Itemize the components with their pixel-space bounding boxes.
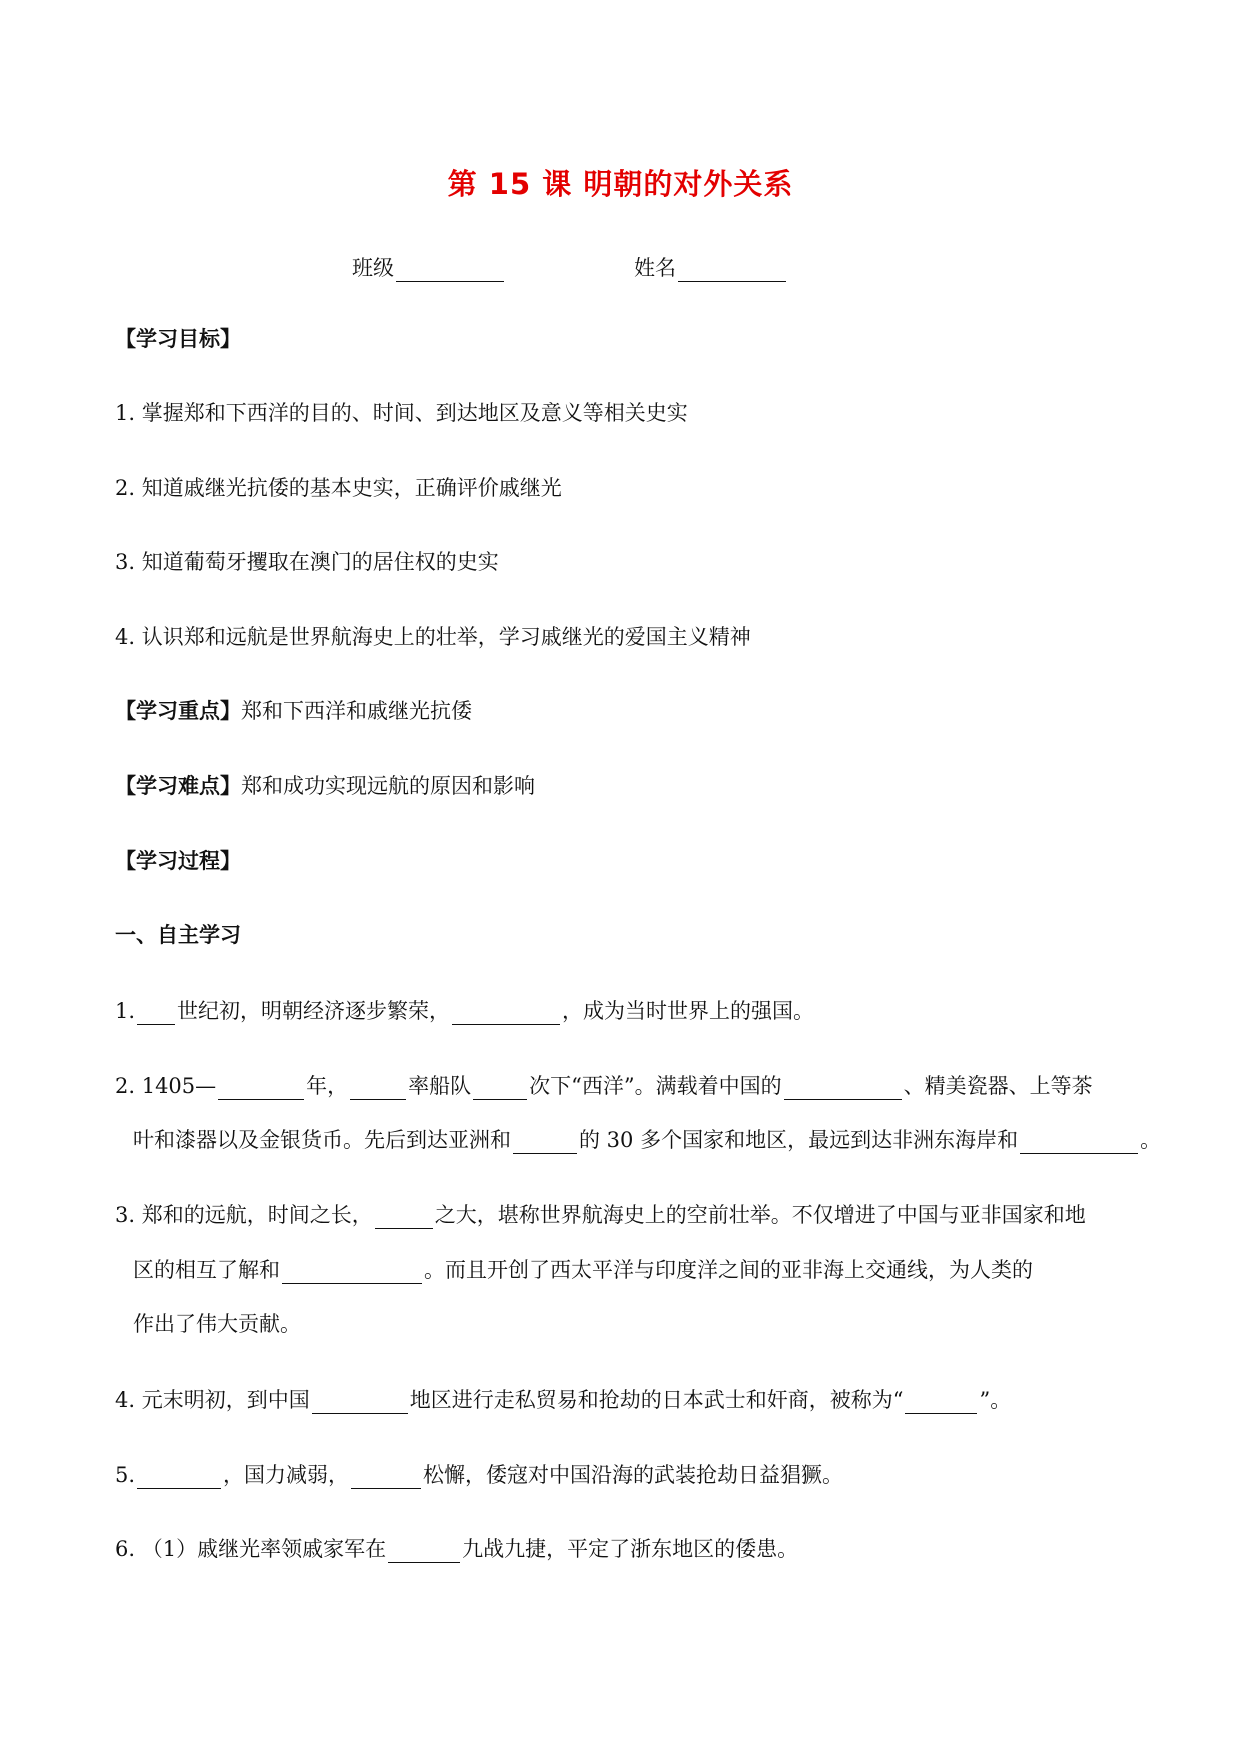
question-3-line-3: 作出了伟大贡献。 — [133, 1312, 301, 1336]
q5-blank-2[interactable] — [351, 1466, 421, 1489]
question-2-line-2 — [133, 1124, 1161, 1154]
q3-blank-2[interactable] — [282, 1261, 422, 1284]
q2-blank-1[interactable] — [218, 1077, 304, 1100]
q3-text-1: 3. 郑和的远航，时间之长， — [115, 1203, 373, 1227]
q3-text-3: 区的相互了解和 — [133, 1258, 280, 1282]
q2-blank-4[interactable] — [784, 1077, 902, 1100]
question-1 — [115, 995, 814, 1025]
q2-text-6: 叶和漆器以及金银货币。先后到达亚洲和 — [133, 1128, 511, 1152]
q2-text-1: 2. 1405— — [115, 1074, 217, 1098]
q2-blank-3[interactable] — [473, 1077, 527, 1100]
difficulty-heading: 【学习难点】 — [115, 774, 241, 798]
q2-text-2: 年， — [306, 1074, 349, 1098]
q2-text-7: 的 30 多个国家和地区，最远到达非洲东海岸和 — [579, 1128, 1019, 1152]
q4-blank-1[interactable] — [312, 1391, 408, 1414]
difficulty-line — [115, 770, 535, 800]
q1-text-1: 世纪初，明朝经济逐步繁荣， — [177, 999, 451, 1023]
q2-text-5: 、精美瓷器、上等茶 — [903, 1074, 1093, 1098]
q1-number: 1. — [115, 999, 136, 1023]
self-study-heading: 一、自主学习 — [115, 923, 241, 947]
objective-item-4: 4. 认识郑和远航是世界航海史上的壮举，学习戚继光的爱国主义精神 — [115, 625, 751, 649]
q4-text-1: 4. 元末明初，到中国 — [115, 1388, 310, 1412]
q5-text-1: ，国力减弱， — [223, 1463, 350, 1487]
key-points-heading: 【学习重点】 — [115, 699, 241, 723]
q5-blank-1[interactable] — [137, 1466, 221, 1489]
page-title: 第 15 课 明朝的对外关系 — [447, 167, 794, 201]
q3-blank-1[interactable] — [375, 1206, 433, 1229]
objective-item-2: 2. 知道戚继光抗倭的基本史实，正确评价戚继光 — [115, 476, 562, 500]
q2-text-8: 。 — [1140, 1128, 1162, 1152]
question-2-line-1 — [115, 1070, 1093, 1100]
name-label: 姓名 — [634, 256, 676, 280]
class-label: 班级 — [352, 256, 394, 280]
q2-text-4: 次下“西洋”。满载着中国的 — [529, 1074, 782, 1098]
q6-blank-1[interactable] — [388, 1540, 460, 1563]
objectives-heading: 【学习目标】 — [115, 327, 241, 351]
q5-text-2: 松懈，倭寇对中国沿海的武装抢劫日益猖獗。 — [423, 1463, 844, 1487]
key-points-text: 郑和下西洋和戚继光抗倭 — [241, 699, 472, 723]
question-5 — [115, 1459, 843, 1489]
question-3-line-1 — [115, 1199, 1086, 1229]
name-field[interactable] — [634, 252, 786, 282]
difficulty-text: 郑和成功实现远航的原因和影响 — [241, 774, 535, 798]
q4-text-3: ”。 — [979, 1388, 1012, 1412]
q3-text-2: 之大，堪称世界航海史上的空前壮举。不仅增进了中国与亚非国家和地 — [434, 1203, 1086, 1227]
q3-text-4: 。而且开创了西太平洋与印度洋之间的亚非海上交通线，为人类的 — [424, 1258, 1033, 1282]
class-field[interactable] — [352, 252, 504, 282]
q1-text-2: ，成为当时世界上的强国。 — [562, 999, 815, 1023]
class-blank[interactable] — [396, 259, 504, 282]
q4-blank-2[interactable] — [905, 1391, 977, 1414]
q4-text-2: 地区进行走私贸易和抢劫的日本武士和奸商，被称为“ — [409, 1388, 904, 1412]
q2-blank-6[interactable] — [1020, 1131, 1138, 1154]
q2-text-3: 率船队 — [408, 1074, 472, 1098]
q1-blank-2[interactable] — [452, 1002, 560, 1025]
name-blank[interactable] — [678, 259, 786, 282]
question-4 — [115, 1384, 1011, 1414]
q1-blank-1[interactable] — [137, 1002, 175, 1025]
q6-text-2: 九战九捷，平定了浙东地区的倭患。 — [462, 1537, 799, 1561]
process-heading: 【学习过程】 — [115, 849, 241, 873]
key-points-line — [115, 695, 472, 725]
question-6 — [115, 1533, 798, 1563]
objective-item-1: 1. 掌握郑和下西洋的目的、时间、到达地区及意义等相关史实 — [115, 401, 688, 425]
question-3-line-2 — [133, 1254, 1033, 1284]
objective-item-3: 3. 知道葡萄牙攫取在澳门的居住权的史实 — [115, 550, 499, 574]
q6-text-1: 6. （1）戚继光率领戚家军在 — [115, 1537, 387, 1561]
q2-blank-2[interactable] — [350, 1077, 406, 1100]
q5-number: 5. — [115, 1463, 136, 1487]
q2-blank-5[interactable] — [513, 1131, 577, 1154]
